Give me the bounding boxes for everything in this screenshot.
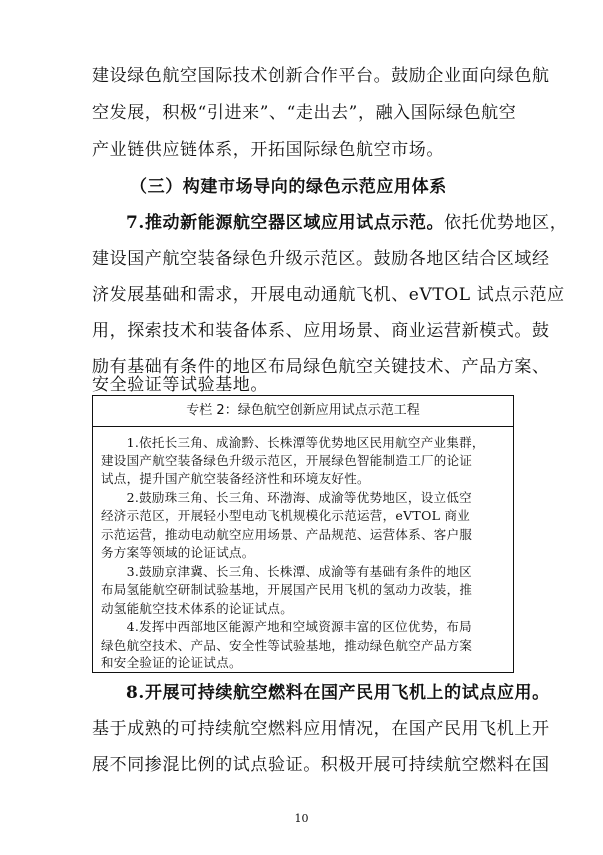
box-line-12: 绿色航空技术、产品、安全性等试验基地，推动绿色航空产品方案 — [101, 638, 473, 653]
box-line-6: 示范运营，推动电动航空应用场景、产品规范、运营体系、客户服 — [101, 527, 473, 542]
item7-line-3: 用，探索技术和装备体系、应用场景、商业运营新模式。鼓 — [92, 321, 550, 341]
special-column-box — [92, 395, 514, 673]
item8-line-1: 基于成熟的可持续航空燃料应用情况，在国产民用飞机上开 — [92, 719, 550, 739]
intro-line-1: 建设绿色航空国际技术创新合作平台。鼓励企业面向绿色航 — [92, 66, 550, 86]
box-line-1: 1.依托长三角、成渝黔、长株潭等优势地区民用航空产业集群， — [101, 435, 485, 450]
section-heading: （三）构建市场导向的绿色示范应用体系 — [130, 177, 447, 197]
box-line-11: 4.发挥中西部地区能源产地和空域资源丰富的区位优势，布局 — [101, 619, 472, 634]
item8-line-2: 展不同掺混比例的试点验证。积极开展可持续航空燃料在国 — [92, 755, 550, 775]
item7-first-line — [126, 211, 568, 235]
item7-first-line-rest: 依托优势地区， — [444, 213, 568, 233]
box-title: 专栏 2：绿色航空创新应用试点示范工程 — [93, 396, 513, 427]
intro-line-2: 空发展，积极“引进来”、“走出去”，融入国际绿色航空 — [92, 103, 517, 123]
box-line-7: 务方案等领域的论证试点。 — [101, 545, 255, 560]
box-line-4: 2.鼓励珠三角、长三角、环渤海、成渝等优势地区，设立低空 — [101, 490, 472, 505]
item7-line-1: 建设国产航空装备绿色升级示范区。鼓励各地区结合区域经 — [92, 249, 550, 269]
box-line-2: 建设国产航空装备绿色升级示范区，开展绿色智能制造工厂的论证 — [101, 453, 473, 468]
box-line-5: 经济示范区，开展轻小型电动飞机规模化示范运营，eVTOL 商业 — [101, 508, 471, 523]
item7-line-5: 安全验证等试验基地。 — [92, 375, 268, 395]
box-line-13: 和安全验证的论证试点。 — [101, 655, 242, 670]
intro-line-3: 产业链供应链体系，开拓国际绿色航空市场。 — [92, 140, 444, 160]
box-line-9: 布局氢能航空研制试验基地，开展国产民用飞机的氢动力改装，推 — [101, 582, 473, 597]
box-line-10: 动氢能航空技术体系的论证试点。 — [101, 601, 294, 616]
item8-title: 8.开展可持续航空燃料在国产民用飞机上的试点应用。 — [126, 683, 550, 703]
page-number: 10 — [294, 812, 309, 825]
box-line-3: 试点，提升国产航空装备经济性和环境友好性。 — [101, 471, 370, 486]
item7-line-4: 励有基础有条件的地区布局绿色航空关键技术、产品方案、 — [92, 357, 550, 377]
box-line-8: 3.鼓励京津冀、长三角、长株潭、成渝等有基础有条件的地区 — [101, 564, 472, 579]
item7-line-2: 济发展基础和需求，开展电动通航飞机、eVTOL 试点示范应 — [92, 285, 565, 305]
item7-title: 7.推动新能源航空器区域应用试点示范。 — [126, 213, 445, 233]
